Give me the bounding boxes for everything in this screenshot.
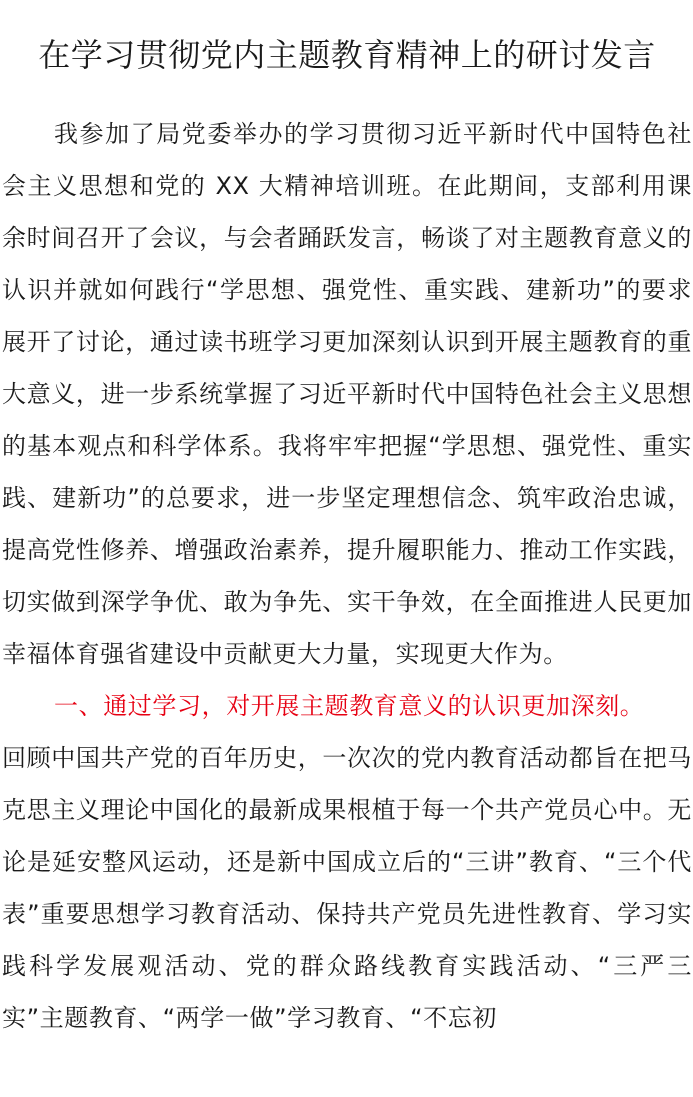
section-1-paragraph: 回顾中国共产党的百年历史，一次次的党内教育活动都旨在把马克思主义理论中国化的最新成果根植于每一个共产党员心中。无论是延安整风运动，还是新中国成立后的“三讲”教育、“三个代表”重要思想学习教育活动、保持共产党员先进性教育、学习实践科学发展观活动、党的群众路线教育实践活动、“三严三实”主题教育、“两学一做”学习教育、“不忘初	[2, 744, 692, 1032]
document-body	[2, 108, 692, 1044]
document-title: 在学习贯彻党内主题教育精神上的研讨发言	[38, 36, 656, 74]
intro-paragraph: 我参加了局党委举办的学习贯彻习近平新时代中国特色社会主义思想和党的 XX 大精神培训班。在此期间，支部利用课余时间召开了会议，与会者踊跃发言，畅谈了对主题教育意义的认识并就如何践行“学思想、强党性、重实践、建新功”的要求展开了讨论，通过读书班学习更加深刻认识到开展主题教育的重大意义，进一步系统掌握了习近平新时代中国特色社会主义思想的基本观点和科学体系。我将牢牢把握“学思想、强党性、重实践、建新功”的总要求，进一步坚定理想信念、筑牢政治忠诚，提高党性修养、增强政治素养，提升履职能力、推动工作实践，切实做到深学争优、敢为争先、实干争效，在全面推进人民更加幸福体育强省建设中贡献更大力量，实现更大作为。	[2, 120, 692, 668]
section-heading-1: 一、通过学习，对开展主题教育意义的认识更加深刻。	[54, 692, 645, 720]
